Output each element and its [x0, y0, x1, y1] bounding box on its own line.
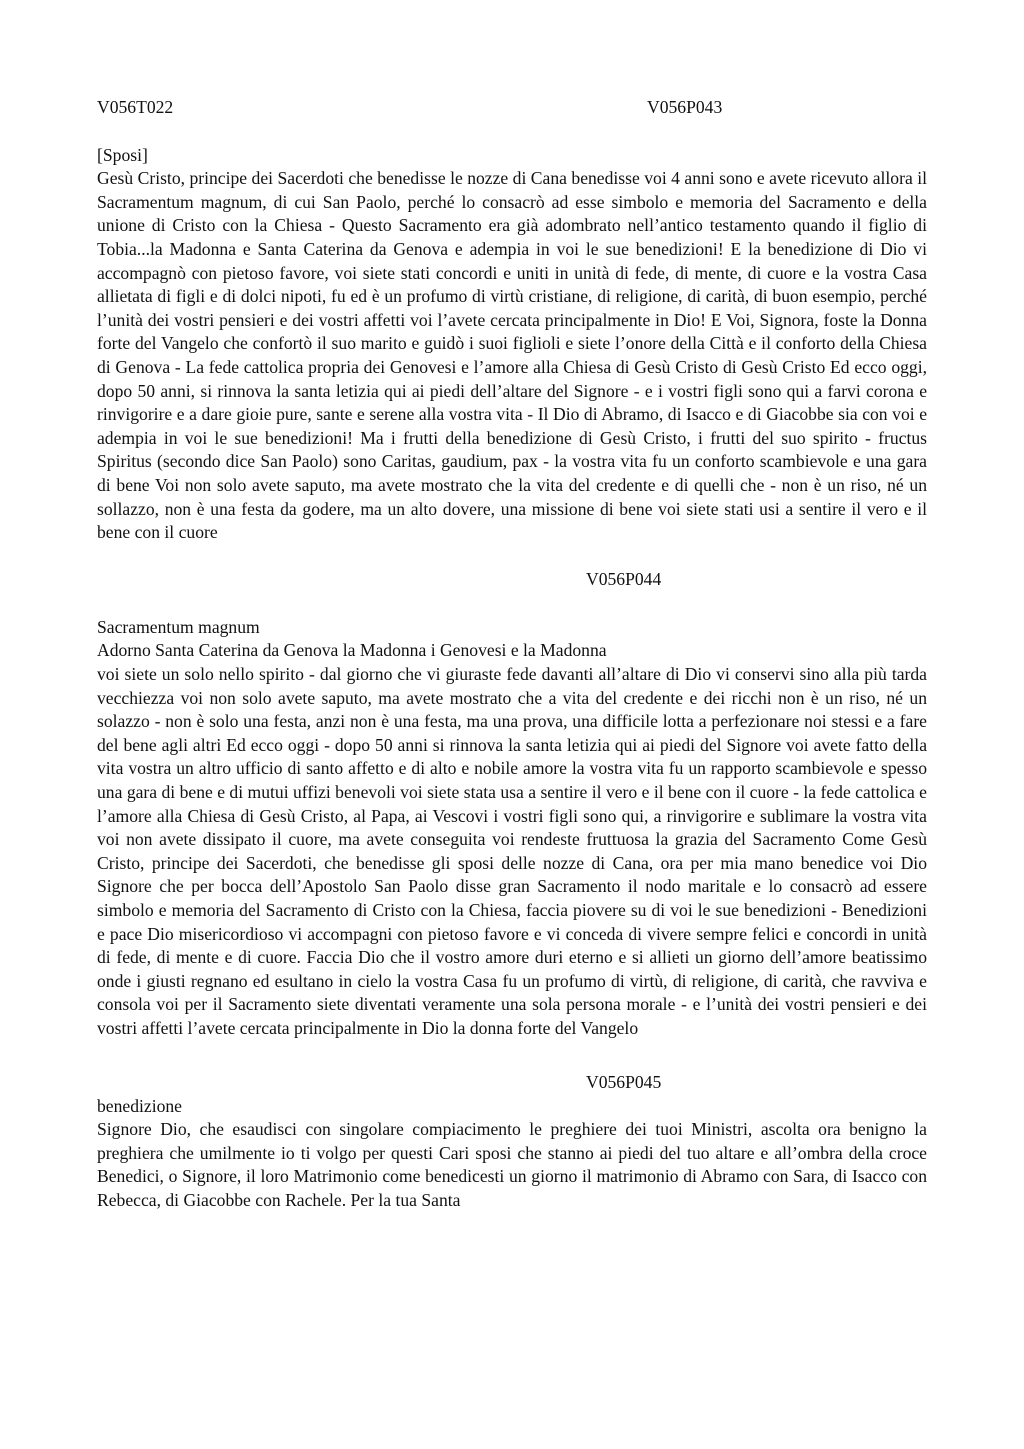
document-code: V056T022: [97, 97, 174, 117]
section-subtitle: Adorno Santa Caterina da Genova la Madonna i Genovesi e la Madonna: [97, 640, 607, 661]
page-code: V056P043: [647, 97, 723, 117]
section-body: Gesù Cristo, principe dei Sacerdoti che benedisse le nozze di Cana benedisse voi 4 anni sono e avete ricevuto allora il Sacramentum magnum, di cui San Paolo, perché lo consacrò ad esse simbolo e memoria del Sacramento e della unione di Cristo con la Chiesa - Questo Sacramento era già adombrato nell’antico testamento quando il figlio di Tobia...la Madonna e Santa Caterina da Genova e adempia in voi le sue benedizioni! E la benedizione di Dio vi accompagnò con pietoso favore, voi siete stati concordi e uniti in unità di fede, di mente, di cuore e la vostra Casa allietata di figli e di dolci nipoti, fu ed è un profumo di virtù cristiane, di religione, di carità, di buon esempio, perché l’unità dei vostri pensieri e dei vostri affetti voi l’avete cercata principalmente in Dio! E Voi, Signora, foste la Donna forte del Vangelo che confortò il suo marito e guidò i suoi figlioli e siete l’onore della Città e il conforto della Chiesa di Genova - La fede cattolica propria dei Genovesi e l’amore alla Chiesa di Gesù Cristo di Gesù Cristo Ed ecco oggi, dopo 50 anni, si rinnova la santa letizia qui ai piedi dell’altare del Signore - e i vostri figli sono qui a farvi corona e rinvigorire e a dare gioie pure, sante e serene alla vostra vita - Il Dio di Abramo, di Isacco e di Giacobbe sia con voi e adempia in voi le sue benedizioni! Ma i frutti della benedizione di Gesù Cristo, i frutti del suo spirito - fructus Spiritus (secondo dice San Paolo) sono Caritas, gaudium, pax - la vostra vita fu un conforto scambievole e una gara di bene Voi non solo avete saputo, ma avete mostrato che la vita del credente e di quelli che - non è un riso, né un sollazzo, non è una festa da godere, ma un alto dovere, una missione di bene voi siete stati usi a sentire il vero e il bene con il cuore: [97, 168, 927, 543]
page-code-marker: V056P045: [586, 1071, 662, 1092]
page-code-marker: V056P044: [586, 569, 662, 590]
section-body: voi siete un solo nello spirito - dal giorno che vi giuraste fede davanti all’altare di Dio vi conservi sino alla più tarda vecchiezza voi non solo avete saputo, ma avete mostrato che a vita del credente e dei ricchi non è un riso, né un solazzo - non è solo una festa, anzi non è una festa, ma una prova, una difficile lotta a perfezionare noi stessi e a fare del bene agli altri Ed ecco oggi - dopo 50 anni si rinnova la santa letizia qui ai piedi del Signore voi avete fatto della vita vostra un altro ufficio di santo affetto e di alto e nobile amore la vostra vita fu un rapporto scambievole e spesso una gara di bene e di mutui uffizi benevoli voi siete stata usa a sentire il vero e il bene con il cuore - la fede cattolica e l’amore alla Chiesa di Gesù Cristo, al Papa, ai Vescovi i vostri figli sono qui, a rinvigorire e sublimare la vostra vita voi non avete dissipato il cuore, ma avete conseguita voi rendeste fruttuosa la grazia del Sacramento Come Gesù Cristo, principe dei Sacerdoti, che benedisse gli sposi delle nozze di Cana, ora per mia mano benedice voi Dio Signore che per bocca dell’Apostolo San Paolo disse gran Sacramento il nodo maritale e lo consacrò ad essere simbolo e memoria del Sacramento di Cristo con la Chiesa, faccia piovere su di voi le sue benedizioni - Benedizioni e pace Dio misericordioso vi accompagni con pietoso favore e vi conceda di vivere sempre felici e concordi in unità di fede, di mente e di cuore. Faccia Dio che il vostro amore duri eterno e si allieti un giorno dell’amore beatissimo onde i giusti regnano ed esultano in cielo la vostra Casa fu un profumo di virtù, di religione, di carità, che ravviva e consola voi per il Sacramento siete diventati veramente una sola persona morale - e l’unità dei vostri pensieri e dei vostri affetti l’avete cercata principalmente in Dio la donna forte del Vangelo: [97, 664, 927, 1038]
section-sposi: [97, 144, 927, 545]
section-heading: benedizione: [97, 1095, 182, 1116]
section-title: Sacramentum magnum: [97, 616, 260, 637]
page-header: [97, 96, 927, 120]
section-heading: [Sposi]: [97, 144, 148, 165]
spacer: [97, 592, 927, 616]
section-body: Signore Dio, che esaudisci con singolare compiacimento le preghiere dei tuoi Ministri, ascolta ora benigno la preghiera che umilmente io ti volgo per questi Cari sposi che stanno ai piedi del tuo altare e all’ombra della croce Benedici, o Signore, il loro Matrimonio come benedicesti un giorno il matrimonio di Abramo con Sara, di Isacco con Rebecca, di Giacobbe con Rachele. Per la tua Santa: [97, 1119, 927, 1210]
spacer: [97, 1041, 927, 1071]
document-page: [97, 96, 927, 1213]
spacer: [97, 120, 927, 144]
section-sacramentum: [97, 616, 927, 1041]
spacer: [97, 545, 927, 569]
section-benedizione: [97, 1095, 927, 1213]
